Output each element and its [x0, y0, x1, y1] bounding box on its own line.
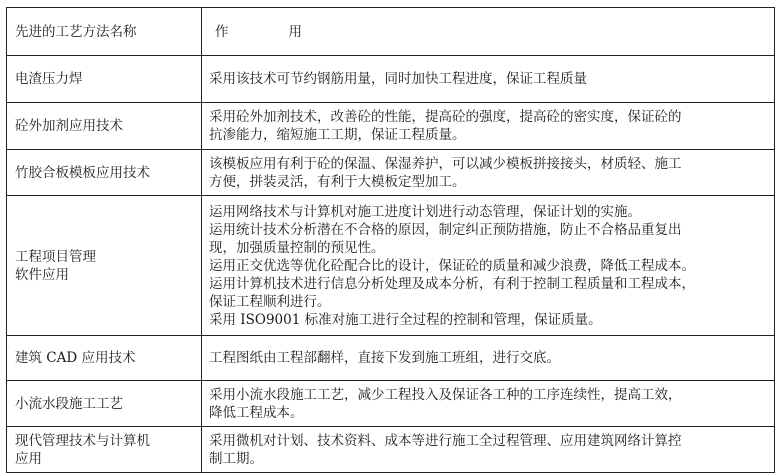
table-row [7, 381, 775, 427]
row-desc-cell [202, 381, 775, 427]
header-name-cell [7, 8, 202, 56]
row-desc-line: 工程图纸由工程部翻样，直接下发到施工班组，进行交底。 [209, 350, 560, 366]
row-desc-line: 采用小流水段施工工艺，减少工程投入及保证各工种的工序连续性，提高工效， [209, 386, 682, 403]
table-row [7, 56, 775, 103]
table-row [7, 196, 775, 336]
row-desc-cell [202, 103, 775, 150]
row-name-text: 软件应用 [15, 266, 69, 283]
row-name-cell [7, 150, 202, 196]
header-function-cell [202, 8, 775, 56]
row-name-cell [7, 103, 202, 150]
row-desc-line: 制工期。 [209, 450, 263, 467]
row-desc-line: 运用正交优选等优化砼配合比的设计，保证砼的质量和减少浪费，降低工程成本。 [209, 257, 695, 274]
header-name-label: 先进的工艺方法名称 [15, 23, 137, 40]
row-desc-cell [202, 196, 775, 336]
row-desc-line: 降低工程成本。 [209, 404, 304, 421]
row-name-text: 电渣压力焊 [15, 71, 83, 87]
table-row [7, 103, 775, 150]
row-name-text: 工程项目管理 [15, 248, 96, 265]
row-desc-line: 保证工程顺利进行。 [209, 293, 331, 310]
row-desc-line: 抗渗能力，缩短施工工期，保证工程质量。 [209, 127, 466, 143]
process-table [6, 7, 775, 473]
row-desc-line: 采用 ISO9001 标准对施工进行全过程的控制和管理，保证质量。 [209, 311, 602, 328]
row-name-text: 竹胶合板模板应用技术 [15, 164, 150, 181]
table-row [7, 427, 775, 473]
header-function-label-a: 作 [215, 23, 229, 40]
header-function-label-b: 用 [288, 23, 302, 40]
row-desc-cell [202, 427, 775, 473]
row-desc-line: 该模板应用有利于砼的保温、保湿养护，可以减少模板拼接接头，材质轻、施工 [209, 155, 682, 172]
row-desc-cell [202, 150, 775, 196]
row-desc-line: 方便，拼装灵活，有利于大模板定型加工。 [209, 173, 466, 190]
row-name-text: 砼外加剂应用技术 [15, 118, 123, 134]
row-desc-line: 采用砼外加剂技术，改善砼的性能，提高砼的强度，提高砼的密实度，保证砼的 [209, 109, 682, 125]
row-name-cell [7, 56, 202, 103]
row-name-text: 现代管理技术与计算机 [15, 432, 150, 449]
row-name-cell [7, 336, 202, 381]
row-desc-line: 采用微机对计划、技术资料、成本等进行施工全过程管理、应用建筑网络计算控 [209, 432, 682, 449]
row-desc-line: 运用网络技术与计算机对施工进度计划进行动态管理，保证计划的实施。 [209, 203, 641, 220]
row-desc-line: 现，加强质量控制的预见性。 [209, 239, 385, 256]
row-name-cell [7, 196, 202, 336]
row-name-text: 应用 [15, 450, 42, 467]
table-header-row [7, 8, 775, 56]
row-name-cell [7, 381, 202, 427]
table-row [7, 150, 775, 196]
row-desc-line: 运用计算机技术进行信息分析处理及成本分析，有利于控制工程质量和工程成本， [209, 275, 695, 292]
row-name-text: 建筑 CAD 应用技术 [15, 350, 136, 366]
row-name-text: 小流水段施工工艺 [15, 395, 123, 412]
row-desc-cell [202, 336, 775, 381]
row-desc-cell [202, 56, 775, 103]
row-name-cell [7, 427, 202, 473]
table-row [7, 336, 775, 381]
row-desc-line: 运用统计技术分析潜在不合格的原因，制定纠正预防措施，防止不合格品重复出 [209, 221, 682, 238]
row-desc-line: 采用该技术可节约钢筋用量，同时加快工程进度，保证工程质量 [209, 71, 587, 87]
